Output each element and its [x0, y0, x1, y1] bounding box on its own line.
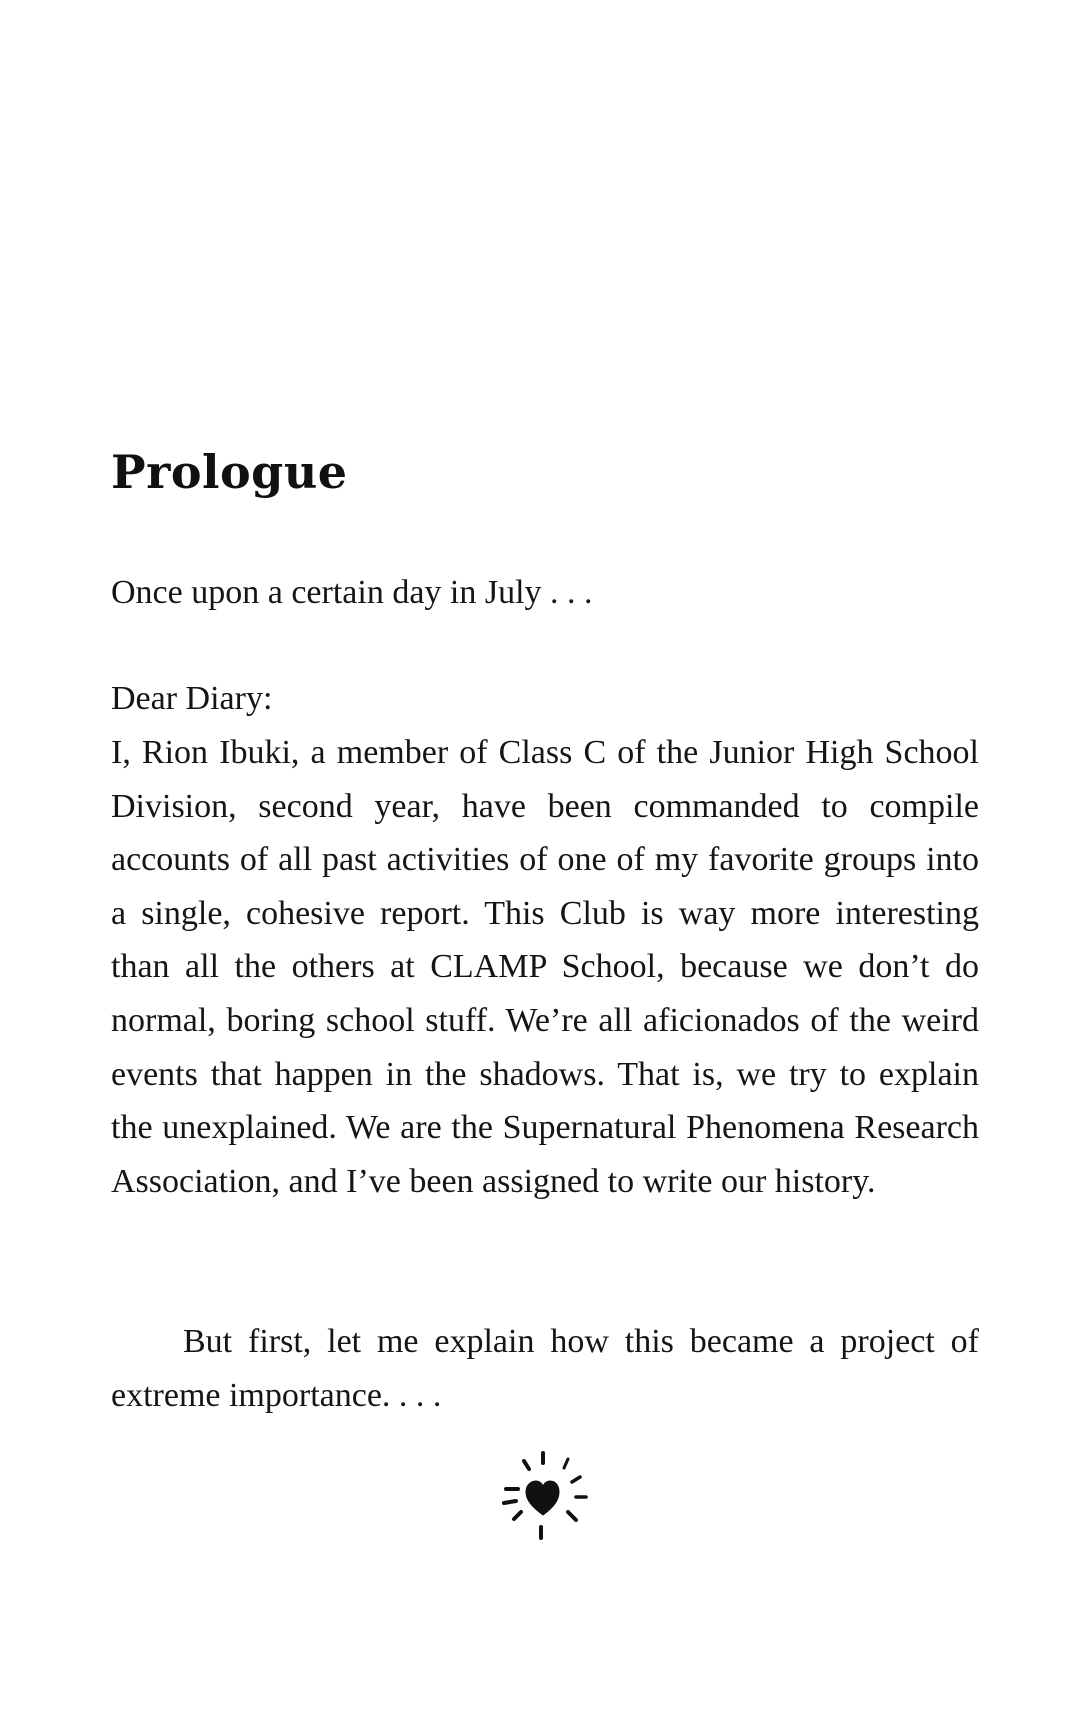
- salutation-text: Dear Diary:: [111, 680, 273, 717]
- diary-salutation: [111, 672, 979, 726]
- diary-paragraph: [111, 726, 979, 1208]
- chapter-title: Prologue: [111, 445, 348, 499]
- closing-paragraph: [111, 1315, 979, 1423]
- opening-line: [111, 566, 979, 620]
- diary-paragraph-text: I, Rion Ibuki, a member of Class C of the Junior High School Division, second year, have been commanded to compile accounts of all past activities of one of my favorite groups into a single, cohesive report. This Club is way more interesting than all the others at CLAMP School, because we don’t do normal, boring school stuff. We’re all aficionados of the weird events that happen in the shadows. That is, we try to explain the unexplained. We are the Supernatural Phenomena Research Association, and I’ve been assigned to write our history.: [111, 734, 979, 1200]
- heart-burst-icon: [488, 1443, 598, 1553]
- closing-paragraph-text: But first, let me explain how this became a project of extreme importance. . . .: [111, 1323, 979, 1414]
- opening-text: Once upon a certain day in July . . .: [111, 574, 593, 611]
